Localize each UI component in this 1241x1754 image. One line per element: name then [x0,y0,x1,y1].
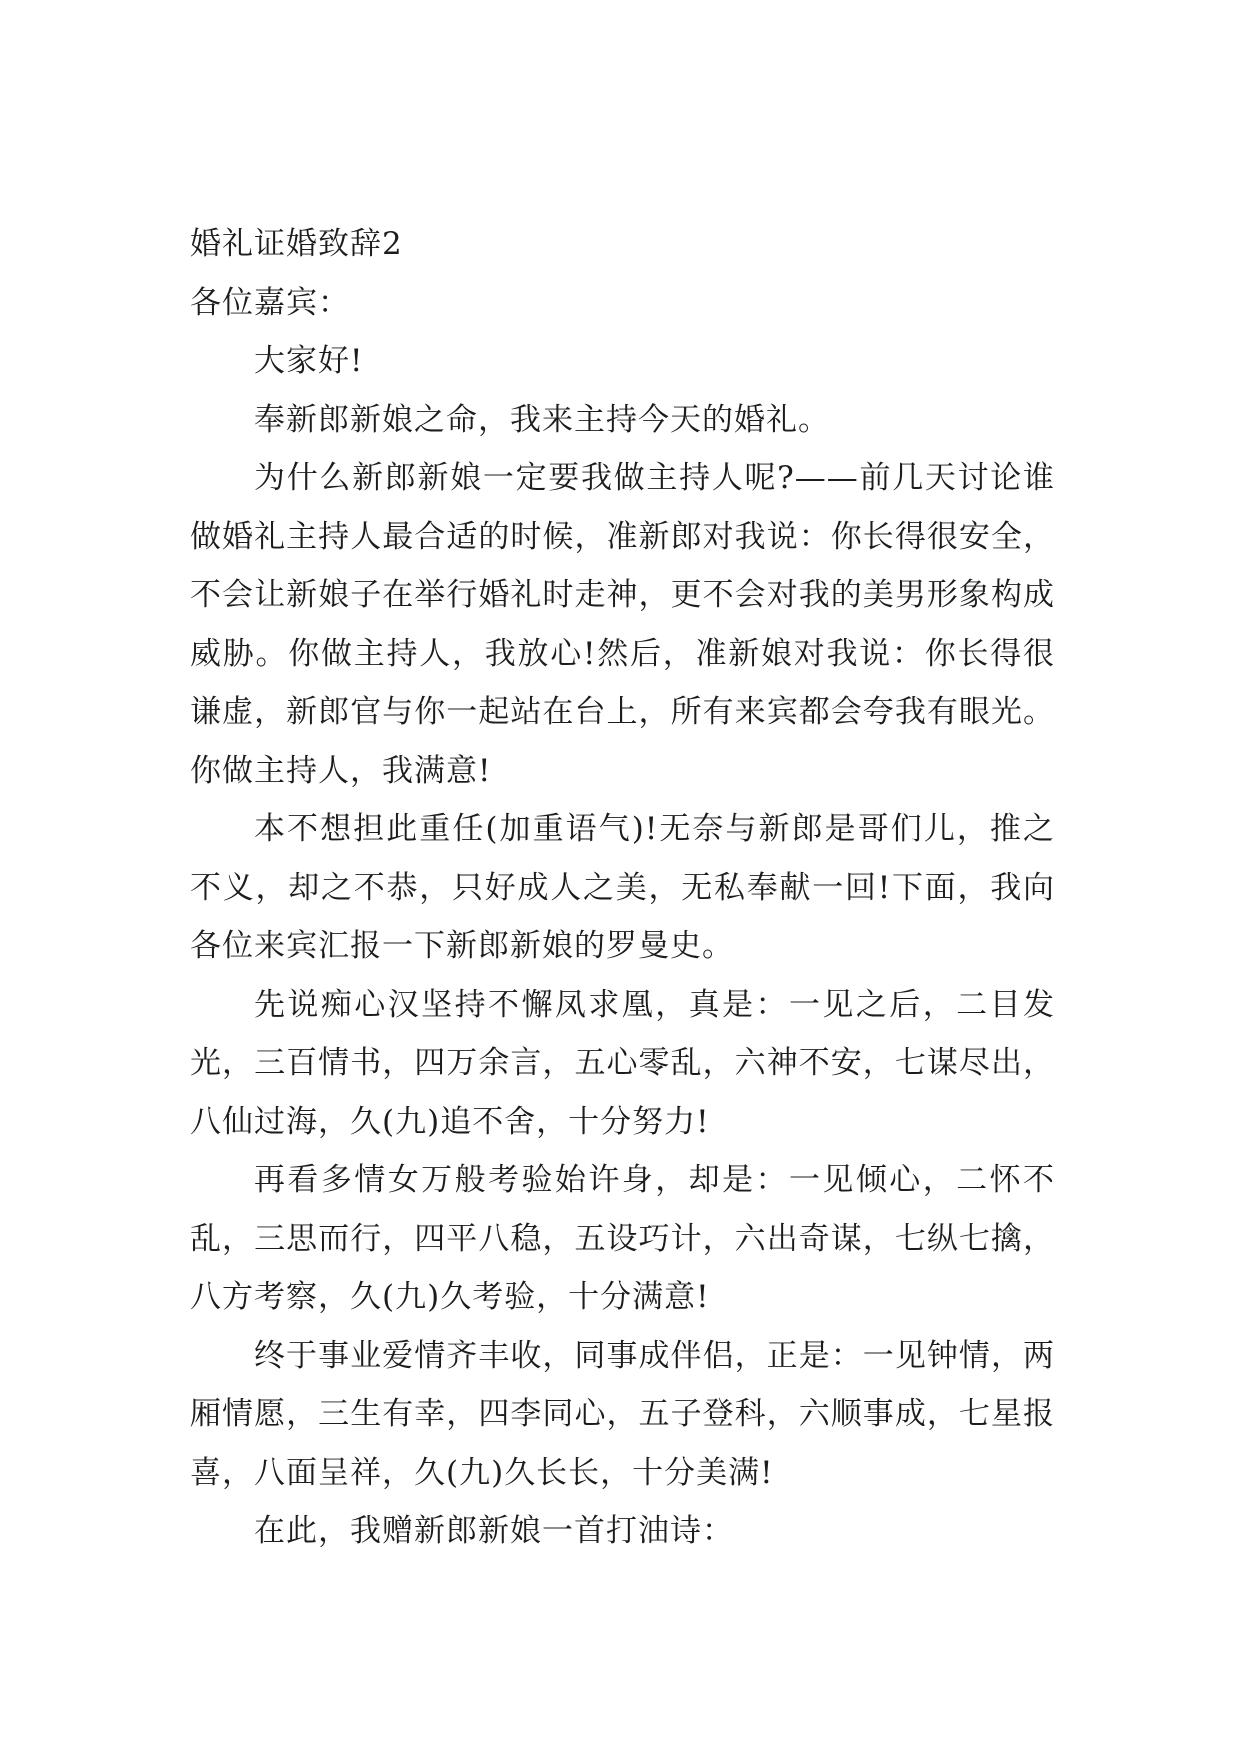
paragraph-greeting: 大家好! [254,343,364,379]
paragraph-why-host: 为什么新郎新娘一定要我做主持人呢?——前几天讨论谁做婚礼主持人最合适的时候，准新郎对我说：你长得很安全，不会让新娘子在举行婚礼时走神，更不会对我的美男形象构成威胁。你做主持人，我放心!然后，准新娘对我说：你长得很谦虚，新郎官与你一起站在台上，所有来宾都会夸我有眼光。你做主持人，我满意! [190,460,1055,789]
paragraph-harvest: 终于事业爱情齐丰收，同事成伴侣，正是：一见钟情，两厢情愿，三生有幸，四李同心，五子登科，六顺事成，七星报喜，八面呈祥，久(九)久长长，十分美满! [190,1337,1055,1491]
paragraph-groom-story: 先说痴心汉坚持不懈凤求凰，真是：一见之后，二目发光，三百情书，四万余言，五心零乱，六神不安，七谋尽出，八仙过海，久(九)追不舍，十分努力! [190,986,1055,1140]
salutation: 各位嘉宾： [190,284,350,321]
paragraph-bride-story: 再看多情女万般考验始许身，却是：一见倾心，二怀不乱，三思而行，四平八稳，五设巧计，六出奇谋，七纵七擒，八方考察，久(九)久考验，十分满意! [190,1162,1055,1315]
paragraph-poem-intro: 在此，我赠新郎新娘一首打油诗： [254,1513,734,1549]
document-title: 婚礼证婚致辞2 [190,226,403,262]
paragraph-accept-role: 本不想担此重任(加重语气)!无奈与新郎是哥们儿，推之不义，却之不恭，只好成人之美，无私奉献一回!下面，我向各位来宾汇报一下新郎新娘的罗曼史。 [190,811,1055,964]
paragraph-intro: 奉新郎新娘之命，我来主持今天的婚礼。 [254,401,830,438]
document-body [190,215,1055,1561]
